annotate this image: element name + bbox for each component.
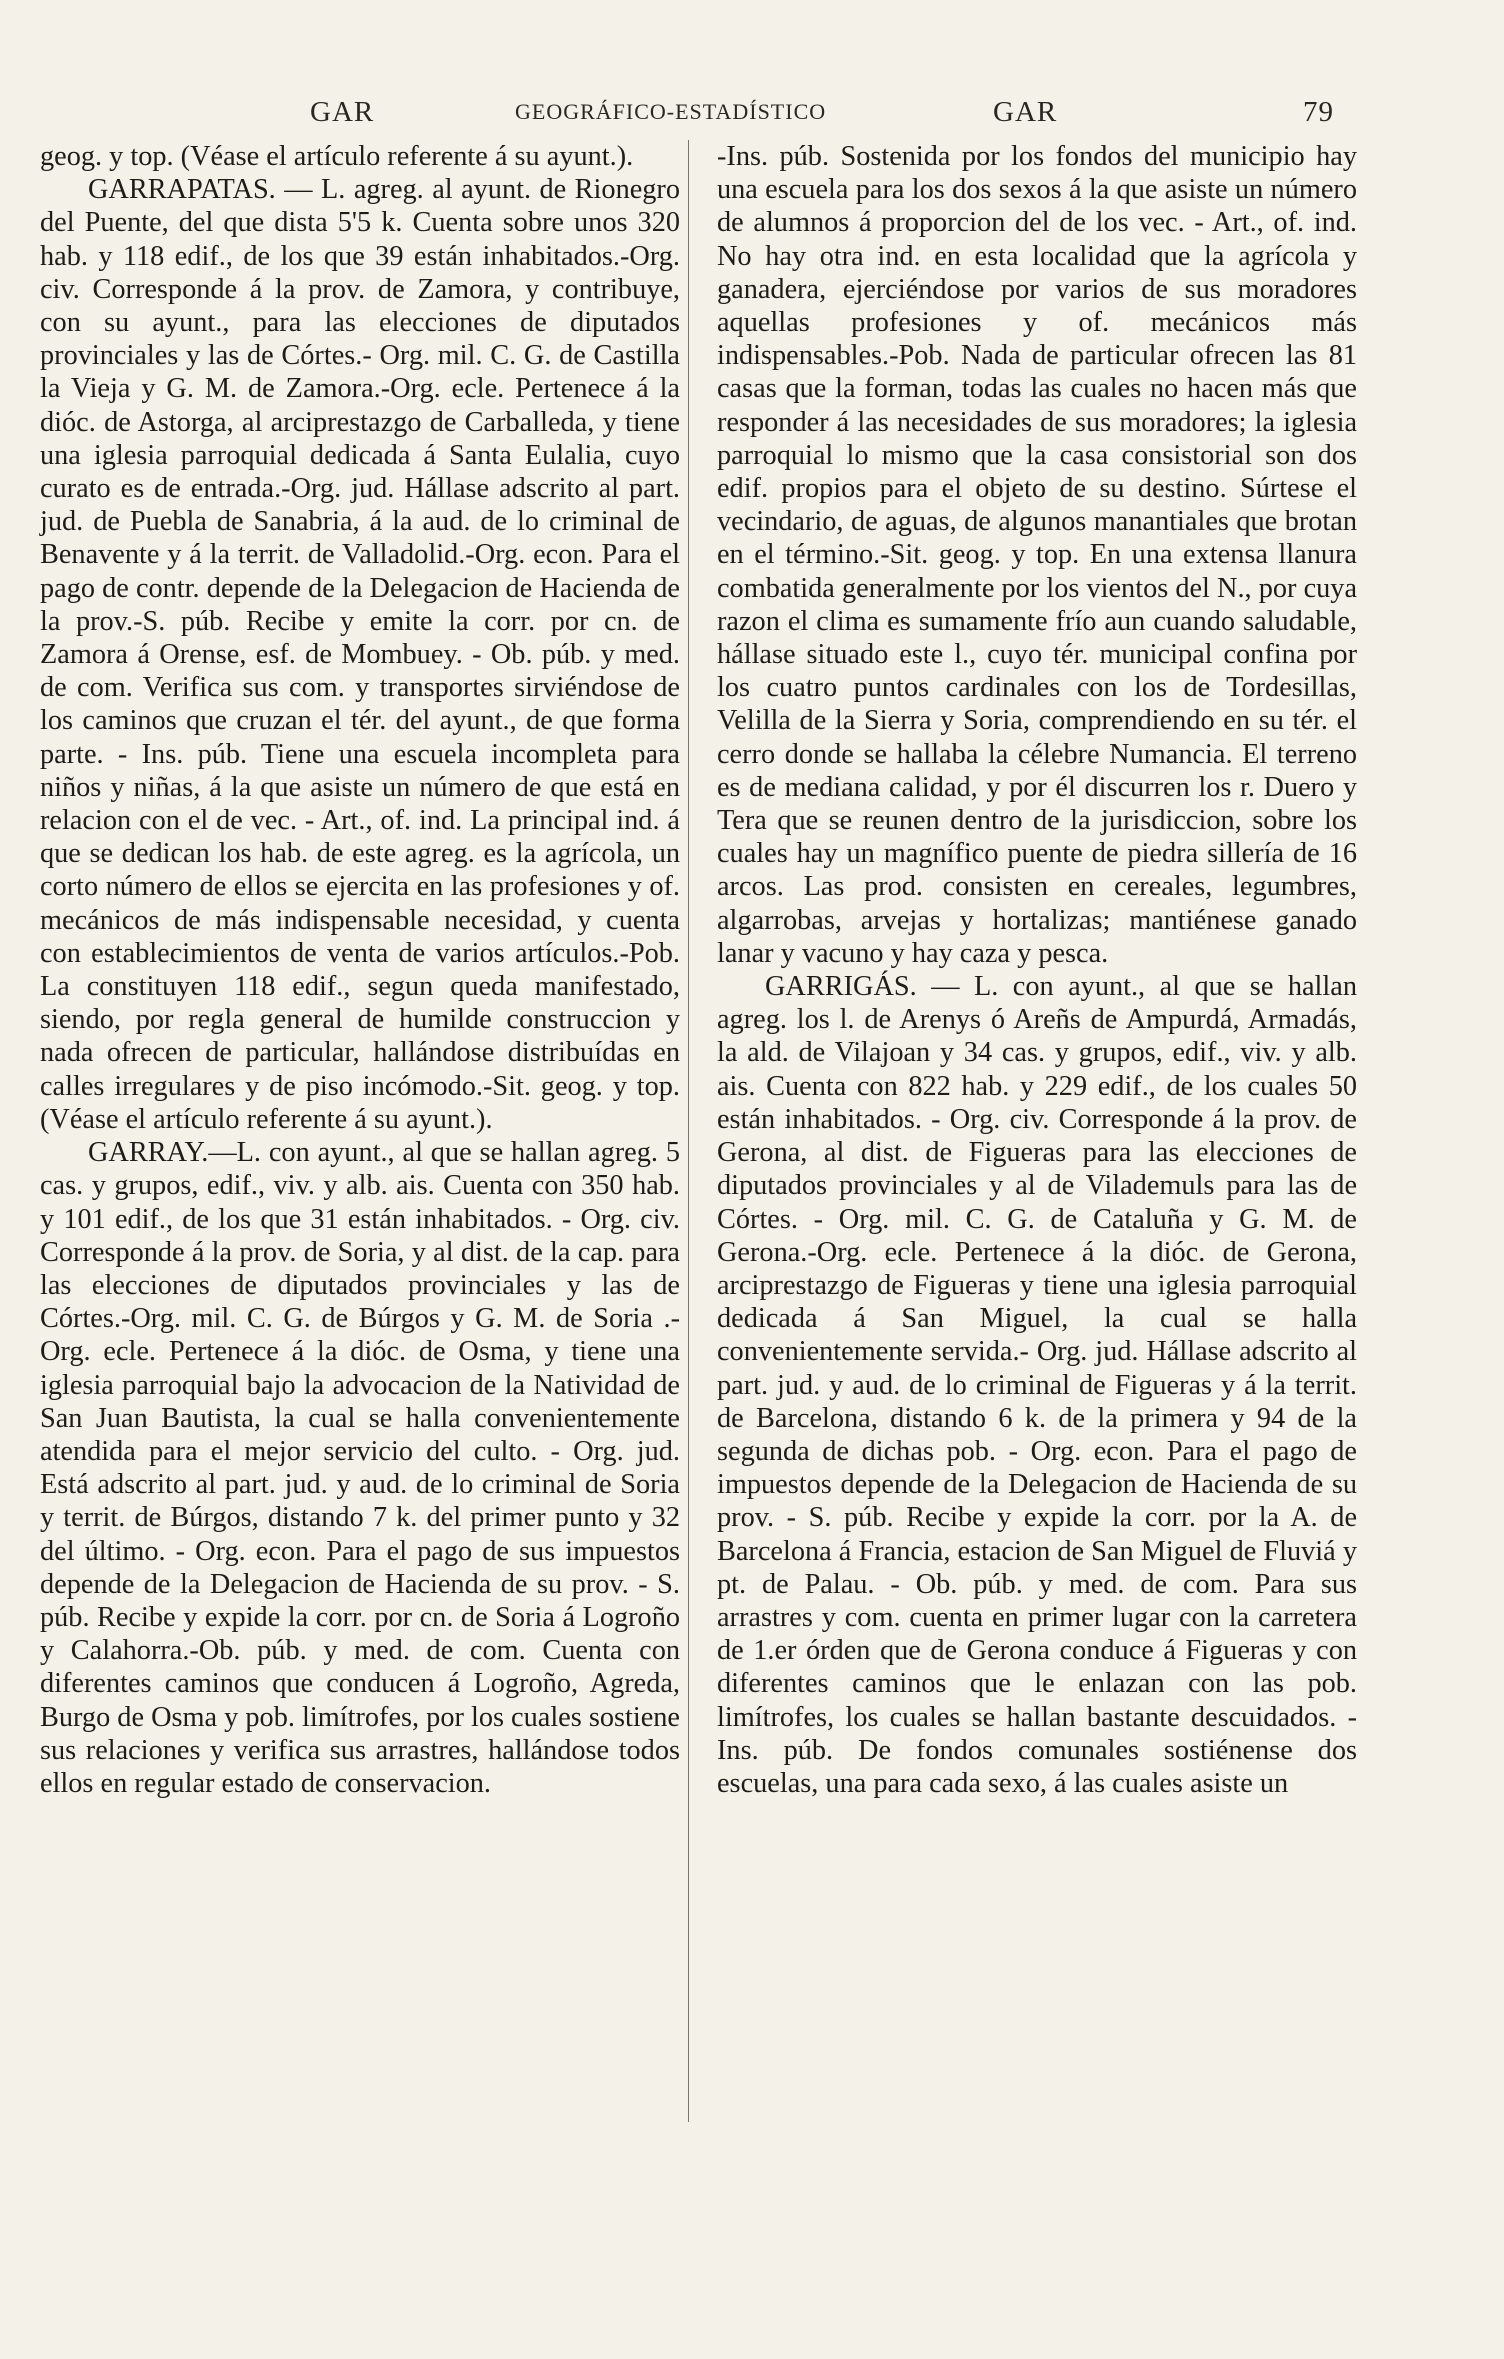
left-column — [40, 140, 680, 1800]
entry-continuation: geog. y top. (Véase el artículo referente á su ayunt.). — [40, 141, 634, 172]
running-head-center: GEOGRÁFICO-ESTADÍSTICO — [515, 99, 827, 124]
column-divider — [688, 140, 689, 2122]
running-head-left: GAR — [310, 96, 375, 128]
entry-garray: GARRAY.—L. con ayunt., al que se hallan agreg. 5 cas. y grupos, edif., viv. y alb. ais. Cuenta con 350 hab. y 101 edif., de los que 31 están inhabitados. - Org. civ. Corresponde á la prov. de Soria, y al dist. de la cap. para las elecciones de diputados provinciales y las de Córtes.-Org. mil. C. G. de Búrgos y G. M. de Soria .- Org. ecle. Pertenece á la dióc. de Osma, y tiene una iglesia parroquial bajo la advocacion de la Natividad de San Juan Bautista, la cual se halla convenientemente atendida para el mejor servicio del culto. - Org. jud. Está adscrito al part. jud. y aud. de lo criminal de Soria y territ. de Búrgos, distando 7 k. del primer punto y 32 del último. - Org. econ. Para el pago de sus impuestos depende de la Delegacion de Hacienda de su prov. - S. púb. Recibe y expide la corr. por cn. de Soria á Logroño y Calahorra.-Ob. púb. y med. de com. Cuenta con diferentes caminos que conducen á Logroño, Agreda, Burgo de Osma y pob. limítrofes, por los cuales sostiene sus relaciones y verifica sus arrastres, hallándose todos ellos en regular estado de conservacion. — [40, 1137, 680, 1799]
running-head-right: GAR — [993, 96, 1058, 128]
right-column — [717, 140, 1357, 1800]
entry-garrigas: GARRIGÁS. — L. con ayunt., al que se hallan agreg. los l. de Arenys ó Areñs de Ampurdá, Armadás, la ald. de Vilajoan y 34 cas. y grupos, edif., viv. y alb. ais. Cuenta con 822 hab. y 229 edif., de los cuales 50 están inhabitados. - Org. civ. Corresponde á la prov. de Gerona, al dist. de Figueras para las elecciones de diputados provinciales y al de Vilademuls para las de Córtes. - Org. mil. C. G. de Cataluña y G. M. de Gerona.-Org. ecle. Pertenece á la dióc. de Gerona, arciprestazgo de Figueras y tiene una iglesia parroquial dedicada á San Miguel, la cual se halla convenientemente servida.- Org. jud. Hállase adscrito al part. jud. y aud. de lo criminal de Figueras y á la territ. de Barcelona, distando 6 k. de la primera y 94 de la segunda de dichas pob. - Org. econ. Para el pago de impuestos depende de la Delegacion de Hacienda de su prov. - S. púb. Recibe y expide la corr. por la A. de Barcelona á Francia, estacion de San Miguel de Fluviá y pt. de Palau. - Ob. púb. y med. de com. Para sus arrastres y com. cuenta en primer lugar con la carretera de 1.er órden que de Gerona conduce á Figueras y con diferentes caminos que le enlazan con las pob. limítrofes, los cuales se hallan bastante descuidados. - Ins. púb. De fondos comunales sostiénense dos escuelas, una para cada sexo, á las cuales asiste un — [717, 971, 1357, 1799]
page-number: 79 — [1303, 96, 1334, 128]
entry-garrapatas: GARRAPATAS. — L. agreg. al ayunt. de Rionegro del Puente, del que dista 5'5 k. Cuenta sobre unos 320 hab. y 118 edif., de los que 39 están inhabitados.-Org. civ. Corresponde á la prov. de Zamora, y contribuye, con su ayunt., para las elecciones de diputados provinciales y las de Córtes.- Org. mil. C. G. de Castilla la Vieja y G. M. de Zamora.-Org. ecle. Pertenece á la dióc. de Astorga, al arciprestazgo de Carballeda, y tiene una iglesia parroquial dedicada á Santa Eulalia, cuyo curato es de entrada.-Org. jud. Hállase adscrito al part. jud. de Puebla de Sanabria, á la aud. de lo criminal de Benavente y á la territ. de Valladolid.-Org. econ. Para el pago de contr. depende de la Delegacion de Hacienda de la prov.-S. púb. Recibe y emite la corr. por cn. de Zamora á Orense, esf. de Mombuey. - Ob. púb. y med. de com. Verifica sus com. y transportes sirviéndose de los caminos que cruzan el tér. del ayunt., de que forma parte. - Ins. púb. Tiene una escuela incompleta para niños y niñas, á la que asiste un número de que está en relacion con el de vec. - Art., of. ind. La principal ind. á que se dedican los hab. de este agreg. es la agrícola, un corto número de ellos se ejercita en las profesiones y of. mecánicos de más indispensable necesidad, y cuenta con establecimientos de venta de varios artículos.-Pob. La constituyen 118 edif., segun queda manifestado, siendo, por regla general de humilde construccion y nada ofrecen de particular, hallándose distribuídas en calles irregulares y de piso incómodo.-Sit. geog. y top. (Véase el artículo referente á su ayunt.). — [40, 174, 680, 1135]
entry-garray-continued: -Ins. púb. Sostenida por los fondos del municipio hay una escuela para los dos sexos á la que asiste un número de alumnos á proporcion del de los vec. - Art., of. ind. No hay otra ind. en esta localidad que la agrícola y ganadera, ejerciéndose por varios de sus moradores aquellas profesiones y of. mecánicos más indispensables.-Pob. Nada de particular ofrecen las 81 casas que la forman, todas las cuales no hacen más que responder á las necesidades de sus moradores; la iglesia parroquial lo mismo que la casa consistorial son dos edif. propios para el objeto de su destino. Súrtese el vecindario, de aguas, de algunos manantiales que brotan en el término.-Sit. geog. y top. En una extensa llanura combatida generalmente por los vientos del N., por cuya razon el clima es sumamente frío aun cuando saludable, hállase situado este l., cuyo tér. municipal confina por los cuatro puntos cardinales con los de Tordesillas, Velilla de la Sierra y Soria, comprendiendo en su tér. el cerro donde se hallaba la célebre Numancia. El terreno es de mediana calidad, y por él discurren los r. Duero y Tera que se reunen dentro de la jurisdiccion, sobre los cuales hay un magnífico puente de piedra sillería de 16 arcos. Las prod. consisten en cereales, legumbres, algarrobas, arvejas y hortalizas; mantiénese ganado lanar y vacuno y hay caza y pesca. — [717, 141, 1357, 969]
